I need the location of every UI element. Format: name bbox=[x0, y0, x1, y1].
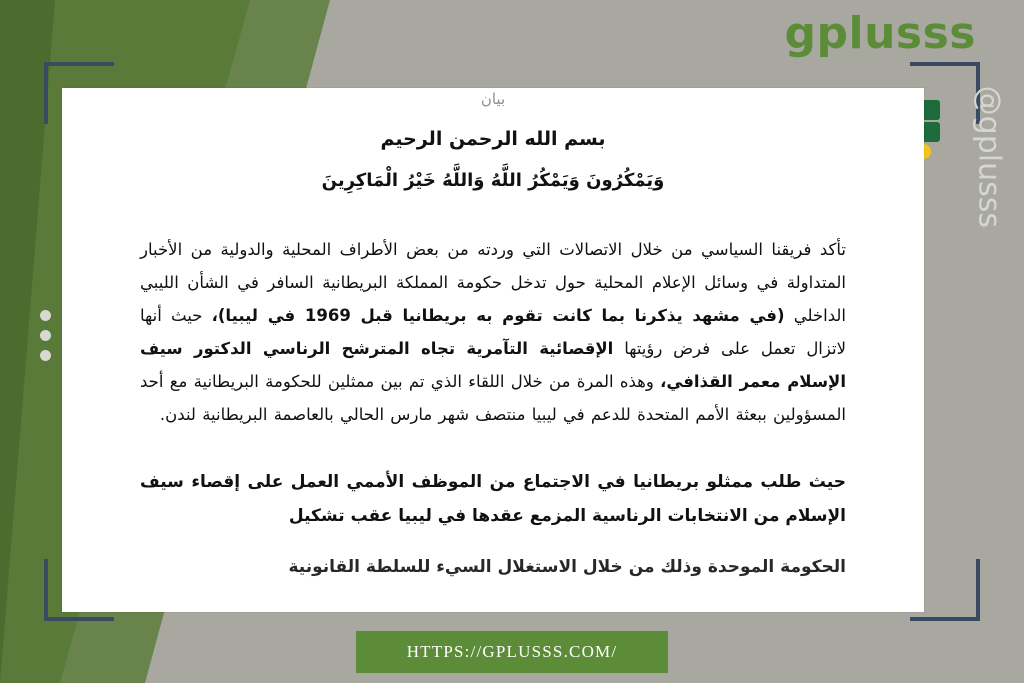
paragraph-1-segment-2: حيث أنها لاتزال تعمل على فرض رؤيتها bbox=[140, 306, 846, 358]
dot-icon bbox=[40, 350, 51, 361]
document-paragraph-1 bbox=[140, 233, 846, 431]
dot-icon bbox=[40, 310, 51, 321]
paragraph-1-bold-2: الإقصائية التآمرية تجاه المترشح الرناسي الدكتور سيف الإسلام معمر القذافي، bbox=[140, 339, 846, 391]
decorative-dots bbox=[40, 310, 51, 361]
brand-handle: @gplusss bbox=[971, 85, 1006, 228]
paragraph-1-bold-1: (في مشهد يذكرنا بما كانت تقوم به بريطانيا قبل 1969 في ليبيا)، bbox=[211, 306, 785, 325]
document-quran-verse: وَيَمْكُرُونَ وَيَمْكُرُ اللَّهُ وَاللَّهُ خَيْرُ الْمَاكِرِينَ bbox=[321, 170, 665, 191]
brand-wordmark: gplusss bbox=[784, 8, 976, 59]
document-content bbox=[62, 88, 924, 577]
footer-url-bar[interactable] bbox=[356, 631, 668, 673]
document-clipped-bottom-line: الحكومة الموحدة وذلك من خلال الاستغلال السيء للسلطة القانونية bbox=[288, 557, 846, 577]
dot-icon bbox=[40, 330, 51, 341]
document-basmala: بسم الله الرحمن الرحيم bbox=[380, 128, 606, 150]
paragraph-1-segment-3: وهذه المرة من خلال اللقاء الذي تم بين ممثلين للحكومة البريطانية مع أحد المسؤولين ببعثة الأمم المتحدة للدعم في ليبيا منتصف شهر مارس الحالي بالعاصمة البريطانية لندن. bbox=[140, 372, 846, 424]
document-clipped-header: بيان bbox=[480, 90, 506, 108]
paragraph-1-segment-1: تأكد فريقنا السياسي من خلال الاتصالات التي وردته من بعض الأطراف المحلية والدولية من الأخبار المتداولة في وسائل الإعلام المحلية حول تدخل حكومة المملكة البريطانية السافر في الشأن الليبي الداخلي bbox=[140, 240, 846, 325]
footer-url-text: HTTPS://GPLUSSS.COM/ bbox=[406, 642, 618, 661]
document-paragraph-2: حيث طلب ممثلو بريطانيا في الاجتماع من الموظف الأممي العمل على إقصاء سيف الإسلام من الانتخابات الرناسية المزمع عقدها في ليبيا عقب تشكيل bbox=[140, 472, 846, 526]
document-page bbox=[62, 88, 924, 612]
